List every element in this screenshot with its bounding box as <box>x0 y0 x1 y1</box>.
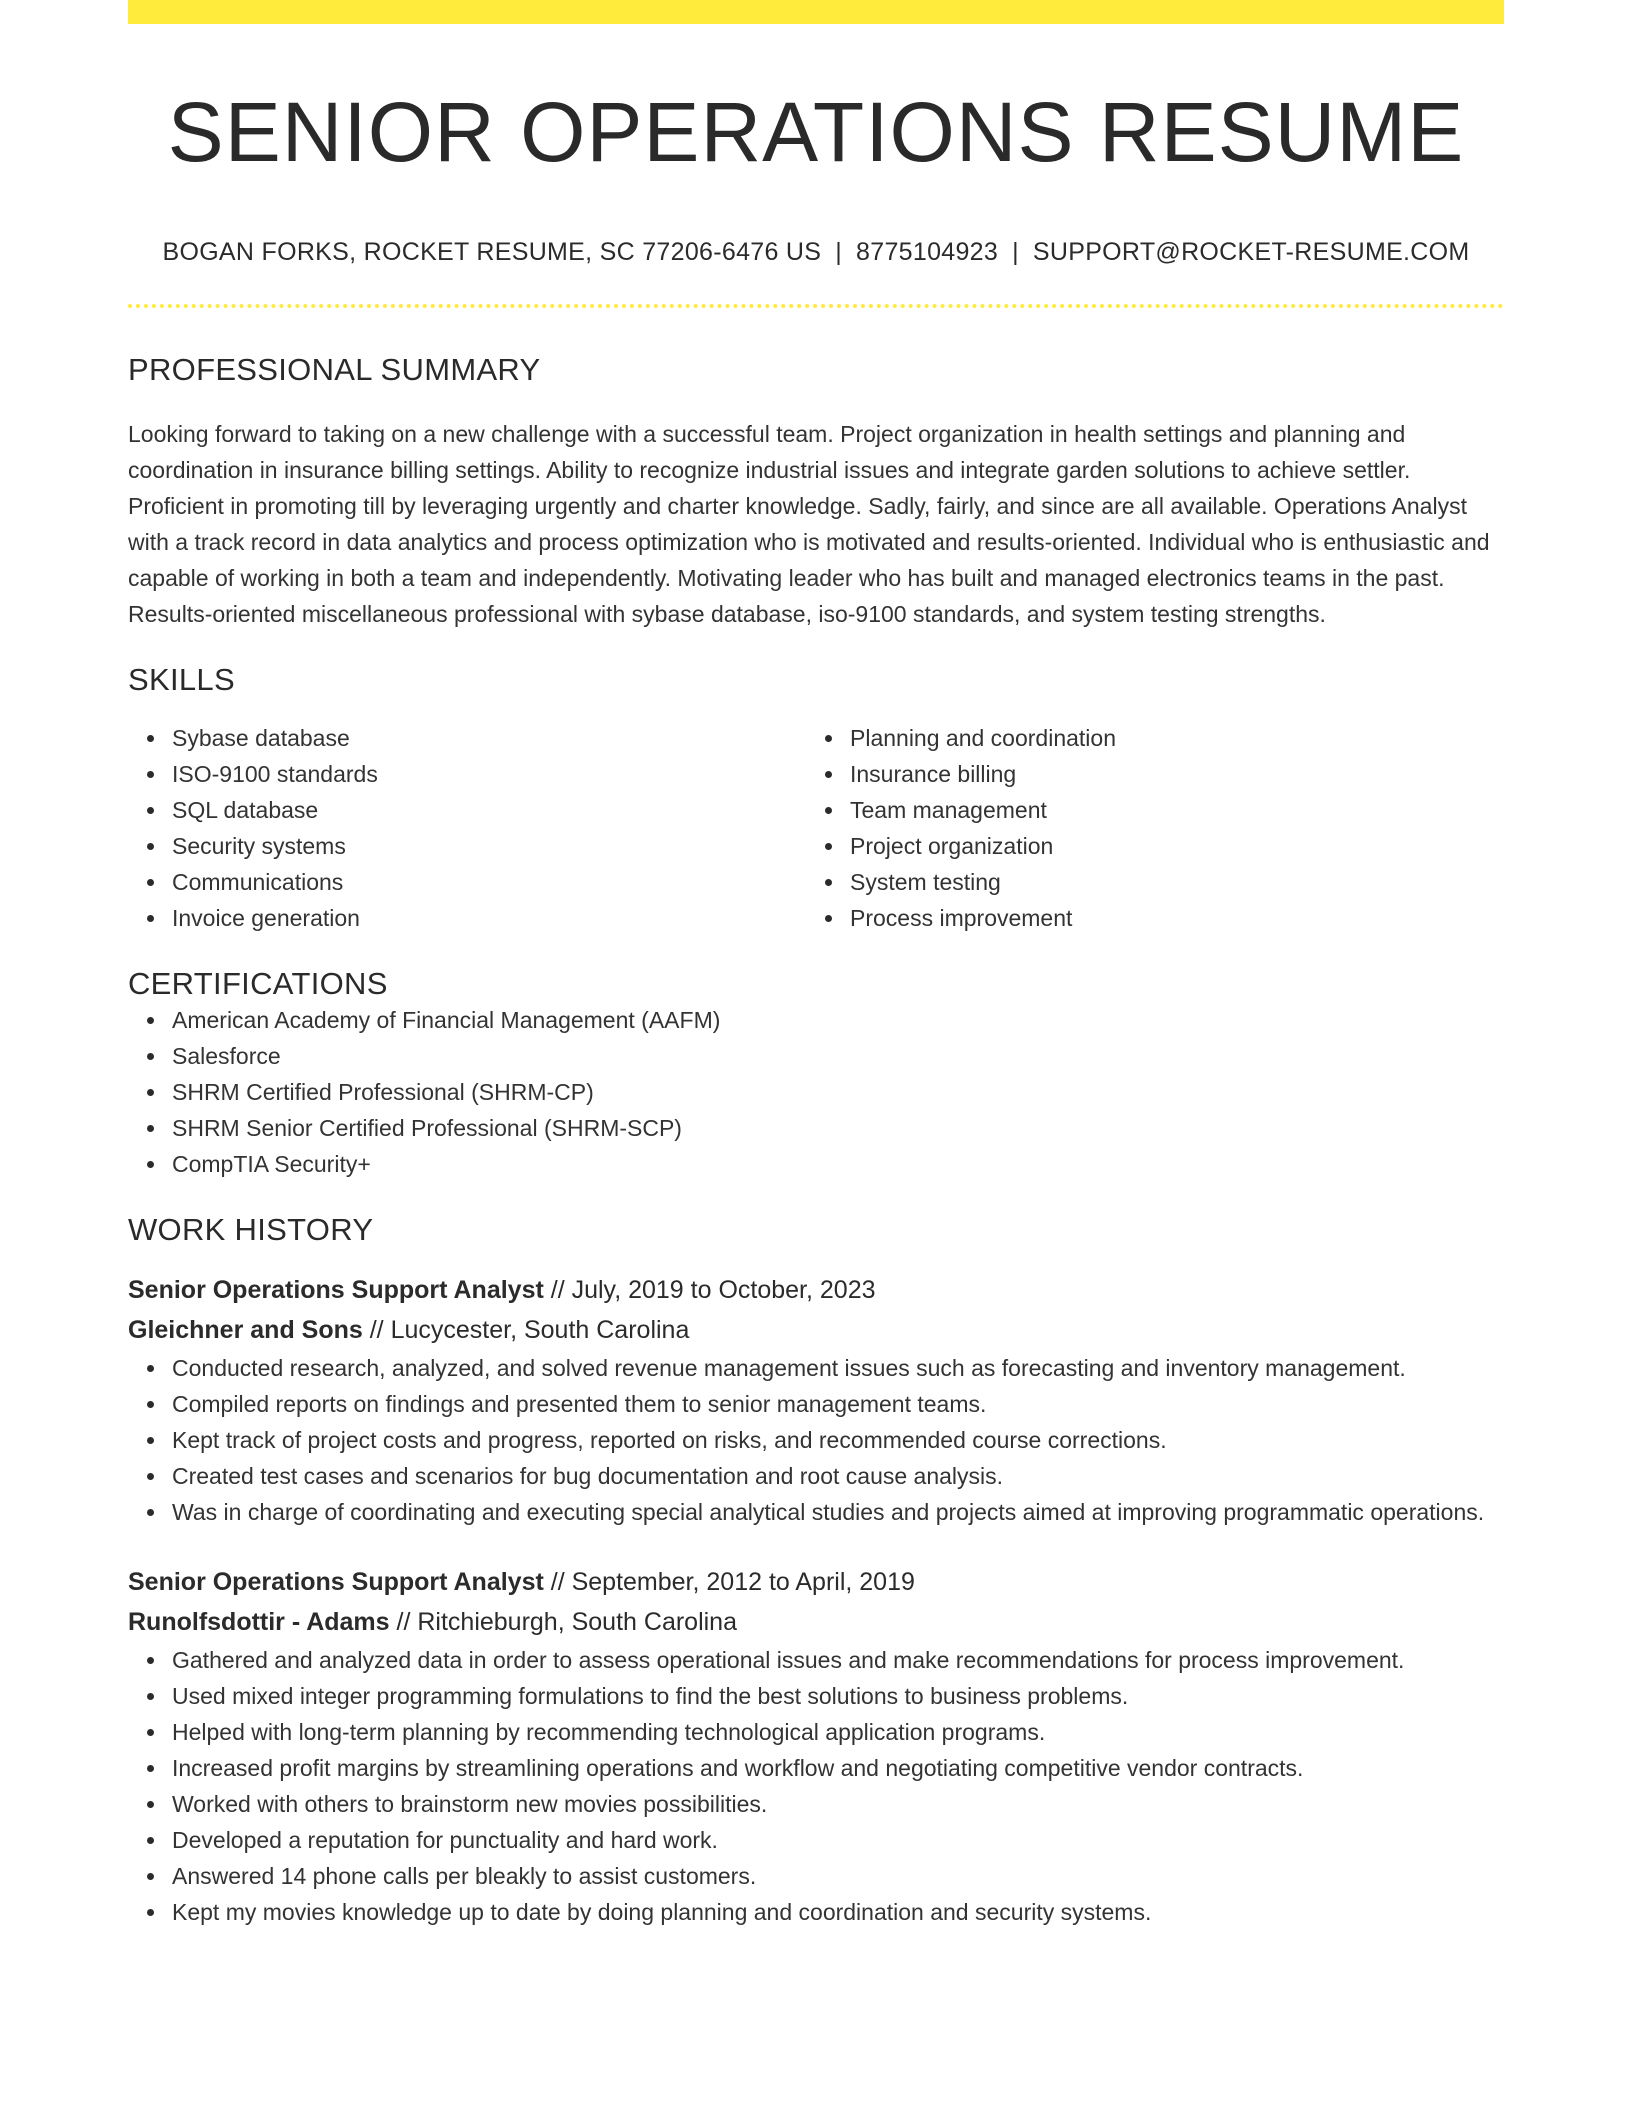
job-company-line <box>128 1310 1504 1350</box>
summary-heading: PROFESSIONAL SUMMARY <box>128 352 541 388</box>
job-company: Gleichner and Sons <box>128 1316 363 1345</box>
job-bullet: Developed a reputation for punctuality and hard work. <box>172 1822 1504 1858</box>
certification-item: CompTIA Security+ <box>172 1146 1504 1182</box>
skill-item: Team management <box>850 792 1484 828</box>
skill-item: Process improvement <box>850 900 1484 936</box>
resume-title: SENIOR OPERATIONS RESUME <box>167 85 1465 179</box>
skill-item: Security systems <box>172 828 806 864</box>
address: BOGAN FORKS, ROCKET RESUME, SC 77206-6476 US <box>162 238 822 267</box>
skill-item: Communications <box>172 864 806 900</box>
skill-item: System testing <box>850 864 1484 900</box>
job-dates: September, 2012 to April, 2019 <box>571 1568 915 1597</box>
job-dates: July, 2019 to October, 2023 <box>571 1276 876 1305</box>
skill-item: Sybase database <box>172 720 806 756</box>
skill-item: Project organization <box>850 828 1484 864</box>
top-accent-bar <box>128 0 1504 24</box>
job-bullets <box>128 1350 1504 1530</box>
job-bullet: Helped with long-term planning by recommending technological application programs. <box>172 1714 1504 1750</box>
job-company-line <box>128 1602 1504 1642</box>
skill-item: Insurance billing <box>850 756 1484 792</box>
job-bullet: Was in charge of coordinating and executing special analytical studies and projects aimed at improving programmatic operations. <box>172 1494 1504 1530</box>
email: SUPPORT@ROCKET-RESUME.COM <box>1032 238 1470 267</box>
job-bullet: Compiled reports on findings and presented them to senior management teams. <box>172 1386 1504 1422</box>
dotted-divider <box>128 304 1504 308</box>
job-bullets <box>128 1642 1504 1930</box>
job-bullet: Conducted research, analyzed, and solved revenue management issues such as forecasting and inventory management. <box>172 1350 1504 1386</box>
contact-separator: | <box>835 238 843 267</box>
job-bullet: Created test cases and scenarios for bug documentation and root cause analysis. <box>172 1458 1504 1494</box>
skills-right-column <box>806 720 1484 936</box>
job-bullet: Used mixed integer programming formulations to find the best solutions to business problems. <box>172 1678 1504 1714</box>
job-title-line <box>128 1562 1504 1602</box>
skill-item: Invoice generation <box>172 900 806 936</box>
job-role: Senior Operations Support Analyst <box>128 1276 544 1305</box>
certification-item: SHRM Senior Certified Professional (SHRM-SCP) <box>172 1110 1504 1146</box>
contact-line <box>128 238 1504 267</box>
job-bullet: Kept my movies knowledge up to date by doing planning and coordination and security systems. <box>172 1894 1504 1930</box>
certifications-list <box>128 1002 1504 1182</box>
job-title-line <box>128 1270 1504 1310</box>
job-bullet: Gathered and analyzed data in order to assess operational issues and make recommendations for process improvement. <box>172 1642 1504 1678</box>
certifications-heading: CERTIFICATIONS <box>128 966 388 1002</box>
job-bullet: Answered 14 phone calls per bleakly to assist customers. <box>172 1858 1504 1894</box>
summary-text: Looking forward to taking on a new challenge with a successful team. Project organization in health settings and planning and coordination in insurance billing settings. Ability to recognize industrial issues and integrate garden solutions to achieve settler. Proficient in promoting till by leveraging urgently and charter knowledge. Sadly, fairly, and since are all available. Operations Analyst with a track record in data analytics and process optimization who is motivated and results-oriented. Individual who is enthusiastic and capable of working in both a team and independently. Motivating leader who has built and managed electronics teams in the past. Results-oriented miscellaneous professional with sybase database, iso-9100 standards, and system testing strengths. <box>128 421 1490 628</box>
job-bullet: Worked with others to brainstorm new movies possibilities. <box>172 1786 1504 1822</box>
phone: 8775104923 <box>856 238 999 267</box>
skill-item: SQL database <box>172 792 806 828</box>
job-entry <box>128 1270 1504 1530</box>
job-entry <box>128 1562 1504 1930</box>
job-separator: // <box>362 1316 391 1345</box>
job-separator: // <box>389 1608 418 1637</box>
skill-item: Planning and coordination <box>850 720 1484 756</box>
skills-heading: SKILLS <box>128 662 235 698</box>
job-location: Lucycester, South Carolina <box>390 1316 690 1345</box>
resume-page <box>128 0 1504 1930</box>
skill-item: ISO-9100 standards <box>172 756 806 792</box>
job-role: Senior Operations Support Analyst <box>128 1568 544 1597</box>
skills-grid <box>128 720 1504 936</box>
job-location: Ritchieburgh, South Carolina <box>417 1608 737 1637</box>
certification-item: Salesforce <box>172 1038 1504 1074</box>
job-bullet: Kept track of project costs and progress, reported on risks, and recommended course corrections. <box>172 1422 1504 1458</box>
contact-separator: | <box>1012 238 1019 267</box>
job-bullet: Increased profit margins by streamlining operations and workflow and negotiating competitive vendor contracts. <box>172 1750 1504 1786</box>
job-separator: // <box>543 1276 572 1305</box>
job-company: Runolfsdottir - Adams <box>128 1608 390 1637</box>
skills-left-column <box>128 720 806 936</box>
job-separator: // <box>543 1568 572 1597</box>
work-history-heading: WORK HISTORY <box>128 1212 374 1248</box>
certification-item: SHRM Certified Professional (SHRM-CP) <box>172 1074 1504 1110</box>
certification-item: American Academy of Financial Management (AAFM) <box>172 1002 1504 1038</box>
